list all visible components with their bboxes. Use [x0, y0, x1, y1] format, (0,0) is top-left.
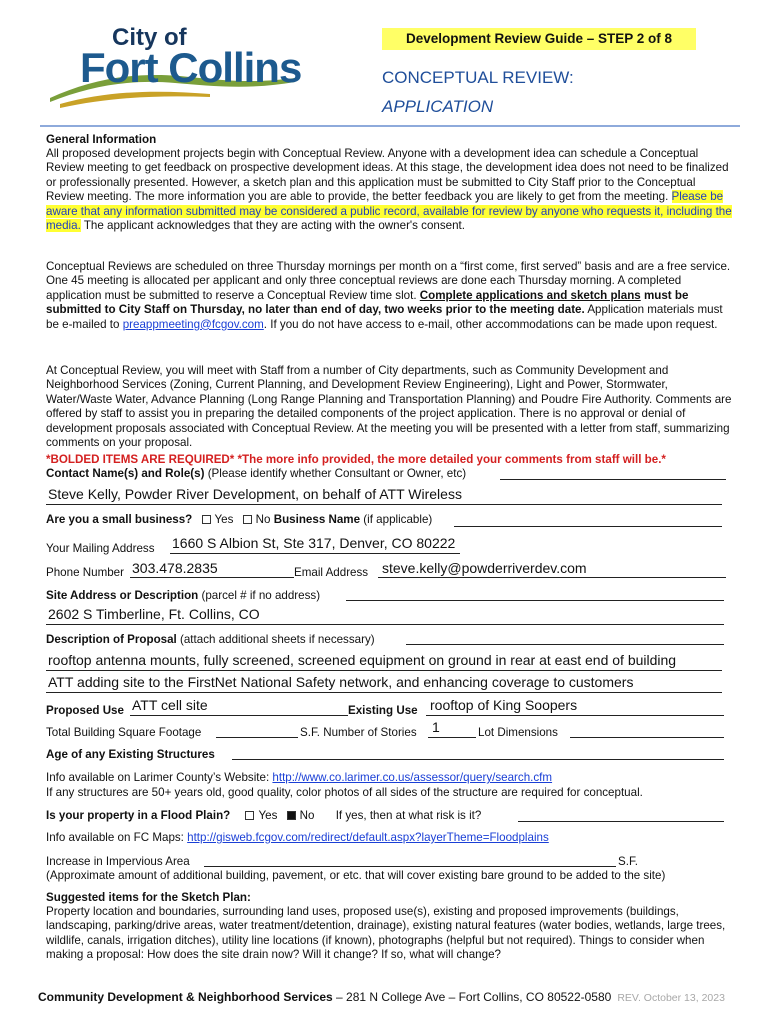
small-business-no-checkbox[interactable] [243, 515, 252, 524]
site-label: Site Address or Description [46, 589, 199, 602]
impervious-note: (Approximate amount of additional building, pavement, or etc. that will cover existing bare ground to be added to the site) [46, 869, 666, 882]
desc-label: Description of Proposal [46, 633, 177, 646]
flood-row [46, 809, 481, 822]
general-paragraph-2 [46, 260, 736, 332]
required-items-note: *BOLDED ITEMS ARE REQUIRED* *The more info provided, the more detailed your comments from staff will be.* [46, 453, 666, 466]
p2-email-text: Application materials must be e-mailed to [46, 303, 723, 331]
small-business-yes-label: Yes [214, 513, 234, 526]
fcmaps-link[interactable]: http://gisweb.fcgov.com/redirect/default.aspx?layerTheme=Floodplains [187, 831, 549, 844]
flood-risk-field[interactable] [518, 821, 724, 822]
desc-label-row [46, 633, 375, 646]
desc-line-3 [46, 692, 722, 693]
flood-label: Is your property in a Flood Plain? [46, 809, 231, 822]
sketch-heading: Suggested items for the Sketch Plan: [46, 891, 251, 904]
p1-consent: The applicant acknowledges that they are acting with the owner's consent. [80, 219, 465, 233]
public-record-notice: Please be aware that any information submitted may be considered a public record, available for review by anyone who requests it, including the media. [46, 190, 732, 233]
footer-revision: REV. October 13, 2023 [617, 992, 725, 1004]
lot-dimensions-field[interactable] [570, 737, 724, 738]
city-logo [50, 20, 320, 120]
contact-line-1[interactable] [500, 479, 726, 480]
general-heading: General Information [46, 133, 157, 146]
contact-line-2 [46, 504, 722, 505]
flood-no-label: No [299, 809, 315, 822]
desc-hint: (attach additional sheets if necessary) [176, 633, 375, 646]
impervious-unit: S.F. [618, 855, 638, 868]
proposed-use-label: Proposed Use [46, 704, 124, 717]
age-label: Age of any Existing Structures [46, 748, 215, 761]
desc-line-1 [406, 644, 724, 645]
larimer-text: Info available on Larimer County’s Website: [46, 771, 273, 784]
footer [38, 990, 725, 1004]
preapp-email-link[interactable]: preappmeeting@fcgov.com [122, 317, 264, 331]
small-business-yes-checkbox[interactable] [202, 515, 211, 524]
footer-org: Community Development & Neighborhood Services [38, 990, 333, 1004]
flood-no-checkbox[interactable] [287, 811, 296, 820]
flood-yes-checkbox[interactable] [245, 811, 254, 820]
site-line-2 [46, 624, 724, 625]
p2-text: Conceptual Reviews are scheduled on three Thursday mornings per month on a “first come, first served” basis and are a free service. One 45 meeting is allocated per applicant and only three conceptual reviews are done each Thursday morning. A completed application must be submitted to reserve a Conceptual Review time slot. [46, 260, 731, 302]
existing-use-line [426, 715, 724, 716]
p2-accommodations: . If you do not have access to e-mail, other accommodations can be made upon request. [263, 317, 718, 331]
small-business-row [46, 513, 432, 526]
site-label-row [46, 589, 320, 602]
email-label: Email Address [294, 566, 369, 579]
fcmaps-row [46, 831, 549, 844]
page-title: CONCEPTUAL REVIEW: [382, 68, 574, 87]
p2-required-u: Complete applications and sketch plans [419, 288, 641, 302]
logo-city-text: City of [112, 24, 187, 51]
desc-line-2 [46, 670, 722, 671]
stories-line [428, 737, 476, 738]
site-address-field[interactable]: 2602 S Timberline, Ft. Collins, CO [48, 606, 260, 622]
business-name-hint: (if applicable) [360, 513, 433, 526]
flood-yes-label: Yes [258, 809, 278, 822]
sketch-text: Property location and boundaries, surrounding land uses, proposed use(s), existing and proposed improvements (buildings, landscaping, parking/drive areas, water treatment/detention, drainage), existing natural features (water bodies, wetlands, large trees, wildlife, canals, irrigation ditches), utility line locations (if known), photographs (helpful but not required). Things to consider when making a proposal: How does the site drain now? Will it change? If so, what will change? [46, 905, 726, 962]
footer-address: – 281 N College Ave – Fort Collins, CO 80522-0580 [332, 990, 612, 1004]
mailing-address-field[interactable]: 1660 S Albion St, Ste 317, Denver, CO 80222 [172, 535, 456, 551]
impervious-field[interactable] [204, 866, 616, 867]
phone-label: Phone Number [46, 566, 124, 579]
age-field[interactable] [232, 759, 724, 760]
stories-label: S.F. Number of Stories [300, 726, 417, 739]
email-line [378, 577, 726, 578]
existing-use-label: Existing Use [348, 704, 418, 717]
description-field-line-2[interactable]: ATT adding site to the FirstNet National Safety network, and enhancing coverage to customers [48, 674, 634, 690]
business-name-label: Business Name [273, 513, 361, 526]
mailing-line [170, 553, 460, 554]
contact-field[interactable]: Steve Kelly, Powder River Development, on behalf of ATT Wireless [48, 486, 462, 502]
larimer-link[interactable]: http://www.co.larimer.co.us/assessor/query/search.cfm [272, 771, 553, 784]
site-hint: (parcel # if no address) [198, 589, 321, 602]
site-line-1 [346, 600, 724, 601]
phone-line [130, 577, 294, 578]
p2-deadline: must be submitted to City Staff on Thursday, no later than end of day, two weeks prior to the meeting date. [46, 288, 689, 317]
existing-use-field[interactable]: rooftop of King Soopers [430, 697, 578, 713]
flood-risk-label: If yes, then at what risk is it? [335, 809, 482, 822]
guide-step-banner: Development Review Guide – STEP 2 of 8 [382, 28, 696, 50]
business-name-field[interactable] [454, 526, 722, 527]
larimer-row [46, 771, 552, 784]
bldg-sqft-label: Total Building Square Footage [46, 726, 202, 739]
photos-note: If any structures are 50+ years old, good quality, color photos of all sides of the structure are required for conceptual. [46, 786, 643, 799]
general-paragraph-1 [46, 147, 736, 233]
proposed-use-field[interactable]: ATT cell site [132, 697, 208, 713]
lot-dimensions-label: Lot Dimensions [478, 726, 558, 739]
bldg-sqft-field[interactable] [216, 737, 298, 738]
p1-text: All proposed development projects begin with Conceptual Review. Anyone with a development idea can schedule a Conceptual Review meeting to get feedback on prospective development ideas. At this stage, the development idea does not need to be finalized or professionally presented. However, a sketch plan and this application must be submitted to City Staff prior to the Conceptual Review meeting. The more information you are able to provide, the better feedback you are likely to get from the meeting. [46, 147, 729, 204]
fcmaps-text: Info available on FC Maps: [46, 831, 188, 844]
small-business-no-label: No [255, 513, 271, 526]
contact-label: Contact Name(s) and Role(s) [46, 467, 205, 480]
small-business-label: Are you a small business? [46, 513, 193, 526]
logo-fortcollins-text: Fort Collins [80, 44, 302, 91]
contact-label-row [46, 467, 466, 480]
email-field[interactable]: steve.kelly@powderriverdev.com [382, 560, 587, 576]
mailing-label: Your Mailing Address [46, 542, 155, 555]
phone-field[interactable]: 303.478.2835 [132, 560, 218, 576]
description-field-line-1[interactable]: rooftop antenna mounts, fully screened, screened equipment on ground in rear at east end of building [48, 652, 677, 668]
contact-hint: (Please identify whether Consultant or Owner, etc) [204, 467, 467, 480]
stories-field[interactable]: 1 [432, 719, 440, 735]
proposed-use-line [130, 715, 348, 716]
general-paragraph-3: At Conceptual Review, you will meet with Staff from a number of City departments, such as Community Development and Neighborhood Services (Zoning, Current Planning, and Development Review Engineering), Light and Power, Stormwater, Water/Waste Water, Advance Planning (Long Range Planning and Transportation Planning) and Poudre Fire Authority. Comments are offered by staff to assist you in preparing the detailed components of the project application. There is no approval or denial of development proposals associated with Conceptual Review. At the meeting you will be presented with a letter from staff, summarizing comments on your proposal. [46, 364, 732, 450]
impervious-label: Increase in Impervious Area [46, 855, 190, 868]
page-subtitle: APPLICATION [382, 97, 494, 116]
header-divider [40, 125, 740, 127]
